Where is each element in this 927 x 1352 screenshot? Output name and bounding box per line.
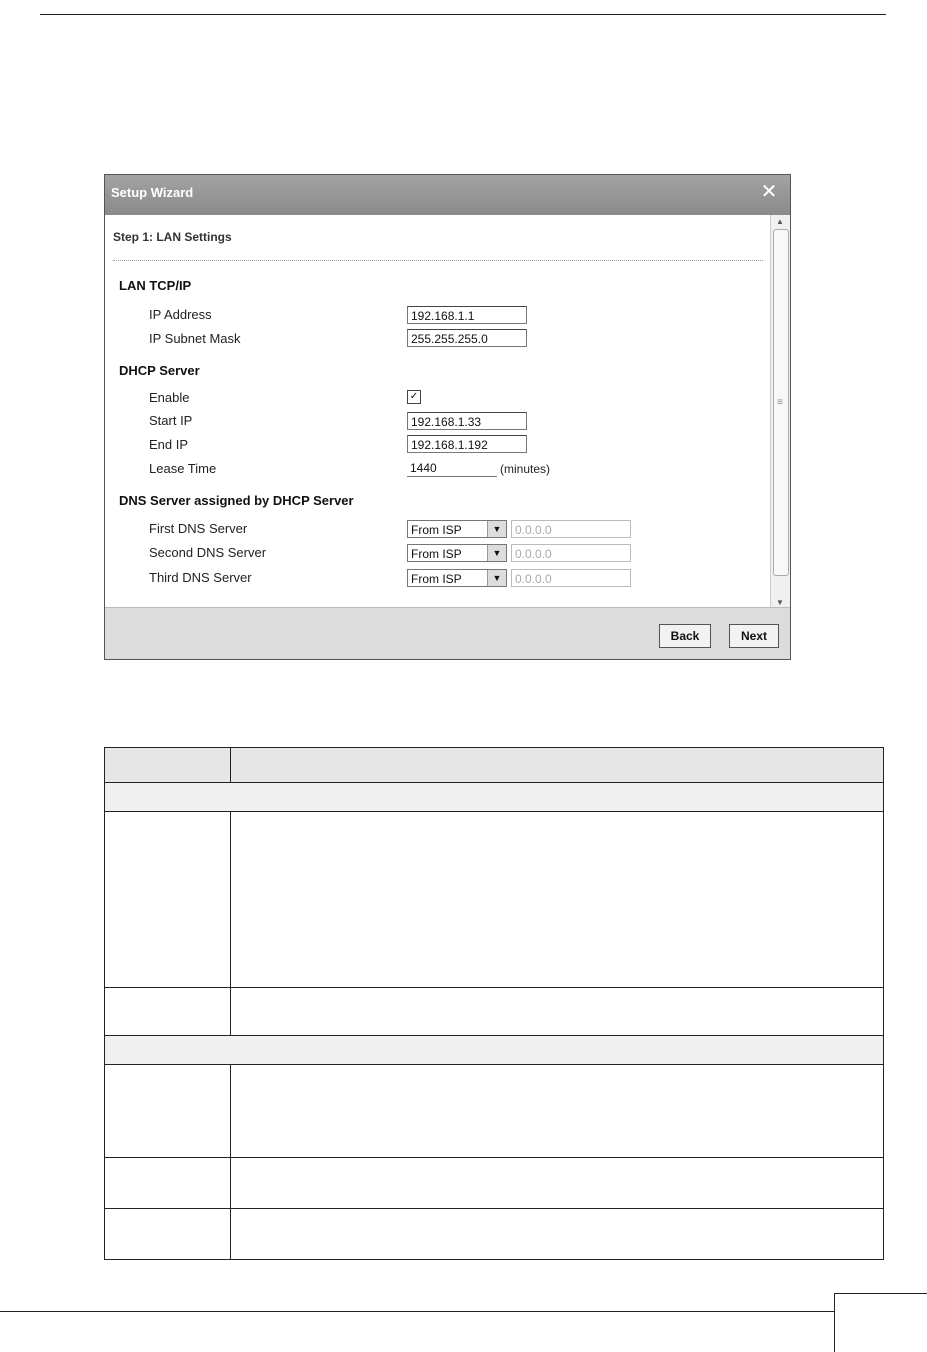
wizard-footer	[105, 607, 790, 659]
table-cell	[231, 1064, 884, 1157]
setup-wizard-window	[104, 174, 791, 660]
table-row	[105, 988, 884, 1035]
table-section-row	[105, 1035, 884, 1064]
enable-label: Enable	[149, 390, 190, 405]
footer-rule	[0, 1311, 834, 1312]
table-section-cell	[105, 1035, 884, 1064]
ip-address-input[interactable]: 192.168.1.1	[407, 306, 527, 324]
close-icon[interactable]: ✕	[760, 181, 778, 203]
chevron-down-icon: ▼	[487, 521, 506, 537]
second-dns-select[interactable]	[407, 544, 507, 562]
table-header-row	[105, 748, 884, 783]
step-title: Step 1: LAN Settings	[113, 230, 232, 244]
third-dns-mode: From ISP	[411, 572, 462, 586]
chevron-down-icon: ▼	[487, 545, 506, 561]
table-cell	[105, 988, 231, 1035]
lan-section-heading: LAN TCP/IP	[119, 278, 192, 293]
dhcp-section-heading: DHCP Server	[119, 363, 200, 378]
ip-address-label: IP Address	[149, 307, 212, 322]
first-dns-mode: From ISP	[411, 523, 462, 537]
scroll-up-icon[interactable]: ▲	[776, 217, 784, 226]
table-section-cell	[105, 783, 884, 812]
description-table	[104, 747, 884, 1260]
divider	[113, 260, 763, 261]
table-cell	[105, 1157, 231, 1208]
dhcp-enable-checkbox[interactable]: ✓	[407, 390, 421, 404]
end-ip-input[interactable]: 192.168.1.192	[407, 435, 527, 453]
second-dns-mode: From ISP	[411, 547, 462, 561]
end-ip-label: End IP	[149, 437, 189, 452]
table-header-cell	[231, 748, 884, 783]
second-dns-label: Second DNS Server	[149, 545, 267, 560]
grip-icon: ≡	[777, 397, 783, 408]
wizard-content	[105, 215, 771, 610]
table-cell	[105, 812, 231, 988]
table-header-cell	[105, 748, 231, 783]
third-dns-select[interactable]	[407, 569, 507, 587]
chevron-down-icon: ▼	[487, 570, 506, 586]
table-row	[105, 1157, 884, 1208]
table-row	[105, 1064, 884, 1157]
third-dns-input[interactable]: 0.0.0.0	[511, 569, 631, 587]
first-dns-select[interactable]	[407, 520, 507, 538]
start-ip-input[interactable]: 192.168.1.33	[407, 412, 527, 430]
scroll-down-icon[interactable]: ▼	[776, 598, 784, 607]
page-number-box	[834, 1293, 927, 1352]
table-cell	[231, 1208, 884, 1259]
scroll-thumb[interactable]	[773, 229, 789, 576]
first-dns-input[interactable]: 0.0.0.0	[511, 520, 631, 538]
subnet-mask-label: IP Subnet Mask	[149, 331, 241, 346]
table-section-row	[105, 783, 884, 812]
dns-section-heading: DNS Server assigned by DHCP Server	[119, 493, 354, 508]
start-ip-label: Start IP	[149, 413, 193, 428]
lease-time-input[interactable]: 1440	[407, 459, 497, 477]
next-button[interactable]: Next	[729, 624, 779, 648]
wizard-title: Setup Wizard	[111, 185, 194, 200]
table-row	[105, 812, 884, 988]
third-dns-label: Third DNS Server	[149, 570, 252, 585]
wizard-titlebar	[105, 175, 790, 215]
table-row	[105, 1208, 884, 1259]
table-cell	[231, 1157, 884, 1208]
header-rule	[40, 14, 886, 15]
table-cell	[231, 812, 884, 988]
first-dns-label: First DNS Server	[149, 521, 248, 536]
table-cell	[105, 1064, 231, 1157]
lease-time-label: Lease Time	[149, 461, 217, 476]
subnet-mask-input[interactable]: 255.255.255.0	[407, 329, 527, 347]
vertical-scrollbar[interactable]	[770, 215, 790, 610]
lease-time-unit: (minutes)	[500, 462, 551, 476]
table-cell	[105, 1208, 231, 1259]
table-cell	[231, 988, 884, 1035]
back-button[interactable]: Back	[659, 624, 711, 648]
second-dns-input[interactable]: 0.0.0.0	[511, 544, 631, 562]
